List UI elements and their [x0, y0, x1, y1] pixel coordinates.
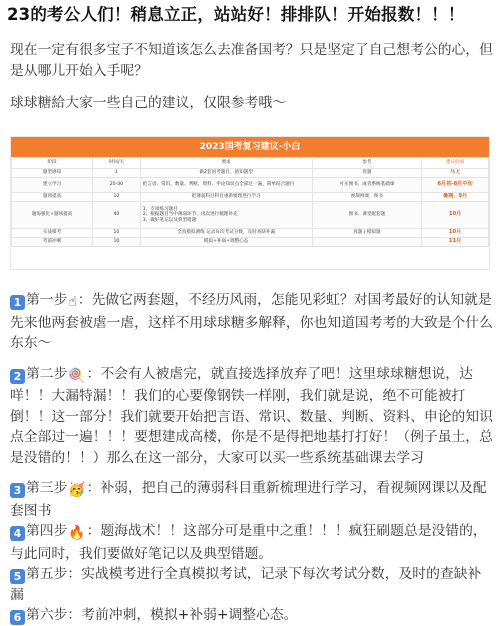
cell-stage: 实战模考	[12, 229, 93, 238]
cell-time: 10月	[422, 202, 489, 229]
col-header-suggested-time: 建议时间	[422, 158, 489, 169]
table-row	[12, 238, 489, 247]
col-header-requirement: 要求	[140, 158, 312, 169]
step-5	[10, 564, 494, 605]
cell-days: 10	[93, 193, 141, 202]
cell-requirement: 全真模拟测练 记录每次考试分数，及时查缺补漏	[140, 229, 312, 238]
party-face-icon: 🥳	[68, 482, 86, 498]
step-3	[10, 478, 494, 521]
lollipop-icon: 🍭	[68, 367, 86, 384]
post-title: 23的考公人们！稍息立正，站站好！排排队！开始报数！！！	[7, 5, 465, 24]
table-row	[12, 229, 489, 238]
cell-time: 6月初-8月中旬	[422, 178, 489, 193]
number-5-icon: 5	[10, 569, 25, 584]
cell-days: 10	[93, 238, 141, 247]
cell-requirement: 做2套国考题目，感知题型	[140, 169, 312, 178]
intro-paragraph-2: 球球糖給大家一些自己的建议，仅限参考哦～	[10, 95, 286, 111]
intro-paragraph-1: 现在一定有很多宝子不知道该怎么去准备国考？只是坚定了自己想考公的心，但是从哪儿开始入手呢？	[10, 42, 493, 79]
cell-days: 10	[93, 229, 141, 238]
step-label: 第四步	[26, 523, 68, 539]
step-text: ：不会有人被虐完，就直接选择放弃了吧！这里球球糖想说，达咩！！大漏特漏！！我们的心要像钢铁一样刚，我们就是说，绝不可能被打倒！！这一部分！我们就要开始把言语、常识、数量、判断、资料、申论的知识点全部过一遍！！！要想建成高楼，你是不是得把地基打打好！（例子虽土，总是没错的！！）那么在这一部分，大家可以买一些系统基础课去学习	[10, 365, 493, 466]
cell-stage: 题型感知	[12, 169, 93, 178]
col-header-stage: 阶段	[12, 158, 93, 169]
number-4-icon: 4	[10, 526, 25, 541]
cell-time: 11月	[422, 238, 489, 247]
step-text: ：题海战术！！这部分可是重中之重！！！疯狂刷题总是没错的，与此同时，我们要做好笔记以及典型错题。	[10, 523, 487, 562]
fire-icon: 🔥	[68, 525, 86, 541]
step-6	[10, 605, 494, 626]
cell-requirement: 把薄弱科目科目重新梳理进行学习	[140, 193, 312, 202]
cell-time: 10月	[422, 229, 489, 238]
number-1-icon: 1	[10, 295, 25, 310]
cell-stage: 题海强化+题项提高	[12, 202, 93, 229]
table-row	[12, 178, 489, 193]
cell-reference	[312, 238, 422, 247]
cell-reference: 可买图书，或者系统基础课	[312, 178, 422, 193]
step-label: 第三步	[26, 480, 68, 496]
step-label: 第二步	[26, 365, 68, 382]
cell-stage: 题项提高	[12, 193, 93, 202]
cell-stage: 建立学习	[12, 178, 93, 193]
number-6-icon: 6	[10, 610, 25, 625]
step-text: ：补弱，把自己的薄弱科目重新梳理进行学习，看视频网课以及配套图书	[10, 480, 487, 519]
pointing-finger-icon: ☝	[68, 294, 77, 310]
cell-reference: 图书、课堂配套题	[312, 202, 422, 229]
cell-requirement: 模拟+补弱+调整心态	[140, 238, 312, 247]
step-4	[10, 521, 494, 564]
study-plan-table	[10, 136, 490, 270]
table-row	[12, 202, 489, 229]
table-row	[12, 169, 489, 178]
steps-list	[10, 290, 494, 626]
cell-time: 暑期，9月	[422, 193, 489, 202]
step-text: ：先做它两套题，不经历风雨，怎能见彩虹？对国考最好的认知就是先来他两套被虐一虐，这样不用球球糖多解释，你也知道国考考的大致是个什么东东～	[10, 292, 493, 351]
step-2	[10, 364, 494, 469]
step-text: ：实战模考进行全真模拟考试，记录下每次考试分数，及时的查缺补漏	[10, 566, 482, 603]
plan-grid	[11, 157, 489, 247]
table-row	[12, 193, 489, 202]
step-text: ：考前冲刺，模拟+补弱+调整心态。	[67, 607, 298, 623]
col-header-days: 时间/天	[93, 158, 141, 169]
cell-requirement: 1、专项练习题目 2、根据题目当中薄弱环节，再次进行梳理补充 3、做好笔记以及典型错题	[140, 202, 312, 229]
cell-stage: 考前冲刺	[12, 238, 93, 247]
step-1	[10, 290, 494, 354]
step-label: 第五步	[26, 566, 68, 582]
col-header-reference: 参考	[312, 158, 422, 169]
cell-time: 马上	[422, 169, 489, 178]
cell-days: 40	[93, 202, 141, 229]
cell-requirement: 把言语、常识、数量、判断、资料、申论知识点全部过一遍，简单结合题目	[140, 178, 312, 193]
cell-reference: 视频网课，图书	[312, 193, 422, 202]
cell-days: 20-30	[93, 178, 141, 193]
table-title: 2023国考复习建议-小白	[11, 137, 489, 157]
cell-reference: 真题	[312, 169, 422, 178]
step-label: 第六步	[26, 607, 68, 623]
number-3-icon: 3	[10, 483, 25, 498]
number-2-icon: 2	[10, 369, 25, 384]
cell-days: 1	[93, 169, 141, 178]
cell-reference: 真题 | 模拟题	[312, 229, 422, 238]
step-label: 第一步	[26, 292, 68, 308]
